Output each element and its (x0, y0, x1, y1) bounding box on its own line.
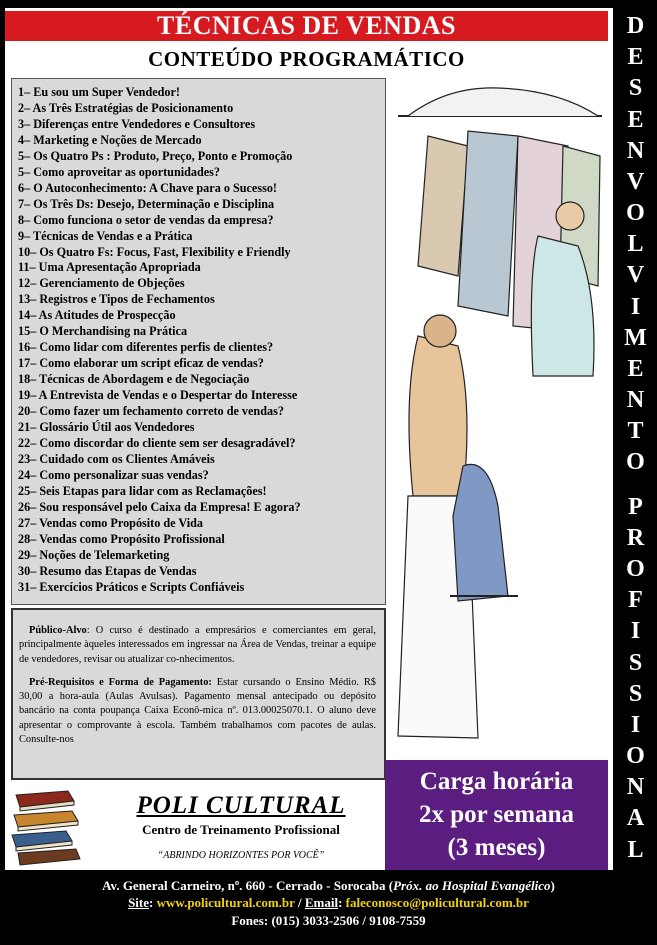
brand-name: POLI CULTURAL (136, 792, 346, 819)
address-reference: Próx. ao Hospital Evangélico (393, 878, 551, 893)
side-banner-letter: V (626, 168, 645, 195)
side-banner-letter: T (627, 418, 644, 445)
program-item: 21– Glossário Útil aos Vendedores (18, 420, 195, 435)
program-list-panel (11, 78, 386, 605)
address-text: Av. General Carneiro, nº. 660 - Cerrado - Sorocaba ( (102, 878, 394, 893)
side-banner-letter: I (630, 711, 641, 738)
program-item: 25– Seis Etapas para lidar com as Reclamações! (18, 483, 267, 498)
address-end: ) (550, 878, 555, 893)
side-banner-letter: O (626, 200, 645, 227)
side-banner-letter: N (626, 137, 645, 164)
side-banner-letter: S (628, 75, 643, 102)
side-banner-letter: S (628, 680, 643, 707)
contact-separator: / (294, 895, 305, 910)
side-banner-letter: M (624, 324, 647, 351)
audience-text: : O curso é destinado a empresários e comerciantes em geral, principalmente àqueles interessados em ingressar na Área de Vendas, treinar a equipe de vendedores, revisar ou atualizar co-nhecimentos. (19, 625, 376, 665)
program-item: 5– Os Quatro Ps : Produto, Preço, Ponto e Promoção (18, 148, 293, 163)
side-banner-letter: A (626, 805, 645, 832)
program-item: 15– O Merchandising na Prática (18, 324, 188, 339)
side-banner-letter: E (627, 44, 644, 71)
page-title: TÉCNICAS DE VENDAS (5, 11, 608, 41)
program-item: 29– Noções de Telemarketing (18, 547, 170, 562)
program-item: 11– Uma Apresentação Apropriada (18, 260, 201, 275)
prerequisites-label: Pré-Requisitos e Forma de Pagamento: (29, 676, 212, 688)
program-item: 18– Técnicas de Abordagem e de Negociação (18, 372, 250, 387)
site-link[interactable]: www.policultural.com.br (156, 895, 295, 910)
workload-box (385, 760, 608, 870)
side-banner-letter: E (627, 355, 644, 382)
brand-block (10, 785, 382, 870)
side-banner-letter: D (626, 13, 645, 39)
program-item: 19– A Entrevista de Vendas e o Despertar do Interesse (18, 388, 298, 403)
side-banner-letter: P (628, 493, 643, 520)
side-banner-letter: O (626, 449, 645, 476)
section-subtitle: CONTEÚDO PROGRAMÁTICO (148, 47, 465, 71)
program-item: 5– Como aproveitar as oportunidades? (18, 164, 221, 179)
program-item: 30– Resumo das Etapas de Vendas (18, 563, 197, 578)
side-banner-letter: O (626, 743, 645, 770)
program-item: 26– Sou responsável pelo Caixa da Empresa! E agora? (18, 499, 301, 514)
footer-contacts: Site: www.policultural.com.br / Email: faleconosco@policultural.com.br (128, 895, 529, 910)
program-item: 12– Gerenciamento de Objeções (18, 276, 185, 291)
workload-frequency: 2x por semana (418, 801, 575, 828)
footer-phones: Fones: (015) 3033-2506 / 9108-7559 (231, 913, 426, 928)
side-banner-letter: L (627, 836, 644, 863)
program-item: 8– Como funciona o setor de vendas da empresa? (18, 212, 274, 227)
side-banner-letter: I (630, 293, 641, 320)
brand-slogan: “ABRINDO HORIZONTES POR VOCÊ” (157, 850, 325, 861)
program-item: 31– Exercícios Práticos e Scripts Confiáveis (18, 579, 245, 594)
side-banner-letter: E (627, 106, 644, 133)
program-item: 6– O Autoconhecimento: A Chave para o Sucesso! (18, 180, 277, 195)
program-item: 20– Como fazer um fechamento correto de vendas? (18, 404, 284, 419)
clothing-store-illustration (388, 76, 612, 758)
side-banner-letter: S (628, 649, 643, 676)
program-item: 1– Eu sou um Super Vendedor! (18, 85, 180, 99)
program-item: 27– Vendas como Propósito de Vida (18, 515, 203, 530)
program-item: 17– Como elaborar um script eficaz de vendas? (18, 356, 264, 371)
program-item: 14– As Atitudes de Prospecção (18, 308, 176, 323)
program-item: 22– Como discordar do cliente sem ser desagradável? (18, 435, 296, 450)
footer-address (0, 878, 657, 894)
side-banner-letter: V (626, 262, 645, 289)
audience-paragraph (19, 624, 376, 667)
site-label: Site (128, 895, 150, 910)
program-item: 16– Como lidar com diferentes perfis de clientes? (18, 340, 274, 355)
footer (0, 872, 657, 945)
side-banner-letters (614, 8, 657, 864)
books-icon (10, 787, 88, 867)
program-item: 28– Vendas como Propósito Profissional (18, 531, 225, 546)
program-item: 13– Registros e Tipos de Fechamentos (18, 292, 215, 307)
side-banner (614, 8, 657, 870)
side-banner-letter: L (627, 231, 644, 258)
side-banner-letter: N (626, 387, 645, 414)
side-banner-letter: I (630, 618, 641, 645)
email-link[interactable]: faleconosco@policultural.com.br (345, 895, 529, 910)
program-item: 3– Diferenças entre Vendedores e Consultores (18, 116, 256, 131)
prerequisites-paragraph (19, 676, 376, 747)
program-item: 7– Os Três Ds: Desejo, Determinação e Disciplina (18, 196, 275, 211)
program-item: 4– Marketing e Noções de Mercado (18, 132, 202, 147)
email-label: Email (304, 895, 339, 910)
workload-duration: (3 meses) (447, 834, 546, 861)
program-list (12, 79, 385, 596)
side-banner-letter: N (626, 774, 645, 801)
program-item: 23– Cuidado com os Clientes Amáveis (18, 451, 215, 466)
program-item: 9– Técnicas de Vendas e a Prática (18, 228, 193, 243)
program-item: 10– Os Quatro Fs: Focus, Fast, Flexibility e Friendly (18, 244, 291, 259)
program-item: 2– As Três Estratégias de Posicionamento (18, 100, 234, 115)
workload-title: Carga horária (419, 768, 574, 795)
side-banner-letter: O (626, 556, 645, 583)
info-panel (11, 608, 386, 780)
prerequisites-text: Estar cursando o Ensino Médio. R$ 30,00 a hora-aula (Aulas Avulsas). Pagamento mensal antecipado ou depósito bancário na conta poupança Caixa Econô-mica nº. 013.00025070.1. O aluno deve apresentar o comprovante à escola. Também trabalhamos com pacotes de aulas. Consulte-nos (19, 676, 376, 746)
brand-tagline: Centro de Treinamento Profissional (142, 822, 340, 837)
side-banner-letter: F (628, 587, 643, 614)
side-banner-letter: R (626, 524, 645, 551)
program-item: 24– Como personalizar suas vendas? (18, 467, 209, 482)
audience-label: Público-Alvo (29, 625, 87, 636)
